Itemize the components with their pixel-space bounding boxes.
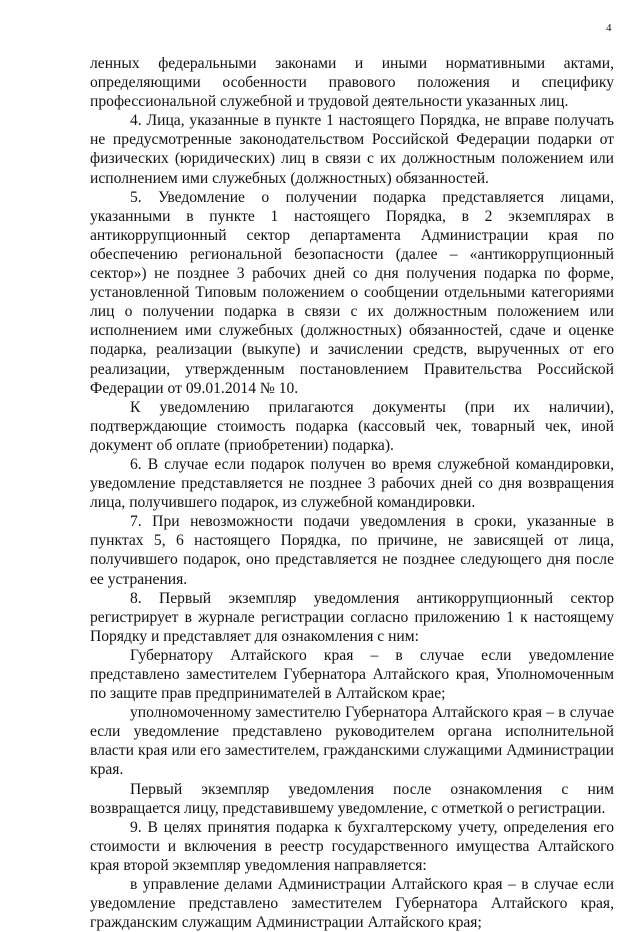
paragraph-item-8: 8. Первый экземпляр уведомления антикоррупционный сектор регистрирует в журнале регистрации согласно приложению 1 к настоящему Порядку и представляет для ознакомления с ним: [90, 589, 614, 645]
paragraph-item-9: 9. В целях принятия подарка к бухгалтерскому учету, определения его стоимости и включения в реестр государственного имущества Алтайского края второй экземпляр уведомления направляется: [90, 818, 614, 874]
paragraph-continuation: ленных федеральными законами и иными нормативными актами, определяющими особенности правового положения и специфику профессиональной служебной и трудовой деятельности указанных лиц. [90, 55, 614, 111]
paragraph-item-6: 6. В случае если подарок получен во время служебной командировки, уведомление представляется не позднее 3 рабочих дней со дня возвращения лица, получившего подарок, из служебной командировки. [90, 455, 614, 512]
paragraph-item-5: 5. Уведомление о получении подарка представляется лицами, указанными в пункте 1 настоящего Порядка, в 2 экземплярах в антикоррупционный сектор департамента Администрации края по обеспечению региональной безопасности (далее – «антикоррупционный сектор») не позднее 3 рабочих дней со дня получения подарка по форме, установленной Типовым положением о сообщении отдельными категориями лиц о получении подарка в связи с их должностным положением или исполнением ими служебных (должностных) обязанностей, сдаче и оценке подарка, реализации (выкупе) и зачислении средств, вырученных от его реализации, утвержденным постановлением Правительства Российской Федерации от 09.01.2014 № 10. [90, 188, 614, 397]
paragraph-affairs-department: в управление делами Администрации Алтайского края – в случае если уведомление представлено заместителем Губернатора Алтайского края, гражданским служащим Администрации Алтайского края; [90, 876, 614, 932]
paragraph-item-4: 4. Лица, указанные в пункте 1 настоящего Порядка, не вправе получать не предусмотренные законодательством Российской Федерации подарки от физических (юридических) лиц в связи с их должностным положением или исполнением ими служебных (должностных) обязанностей. [90, 112, 614, 187]
page-number: 4 [606, 22, 612, 34]
paragraph-attachments: К уведомлению прилагаются документы (при их наличии), подтверждающие стоимость подарка (кассовый чек, товарный чек, иной документ об оплате (приобретении) подарка). [90, 398, 614, 454]
paragraph-deputy-governor: уполномоченному заместителю Губернатора Алтайского края – в случае если уведомление представлено руководителем органа исполнительной власти края или его заместителем, гражданскими служащими Администрации края. [90, 704, 614, 779]
paragraph-first-copy-return: Первый экземпляр уведомления после ознакомления с ним возвращается лицу, представившему уведомление, с отметкой о регистрации. [90, 780, 614, 817]
document-body [90, 54, 614, 932]
paragraph-item-7: 7. При невозможности подачи уведомления в сроки, указанные в пунктах 5, 6 настоящего Порядка, по причине, не зависящей от лица, получившего подарок, оно представляется не позднее следующего дня после ее устранения. [90, 513, 614, 588]
paragraph-governor: Губернатору Алтайского края – в случае если уведомление представлено заместителем Губернатора Алтайского края, Уполномоченным по защите прав предпринимателей в Алтайском крае; [90, 646, 614, 703]
